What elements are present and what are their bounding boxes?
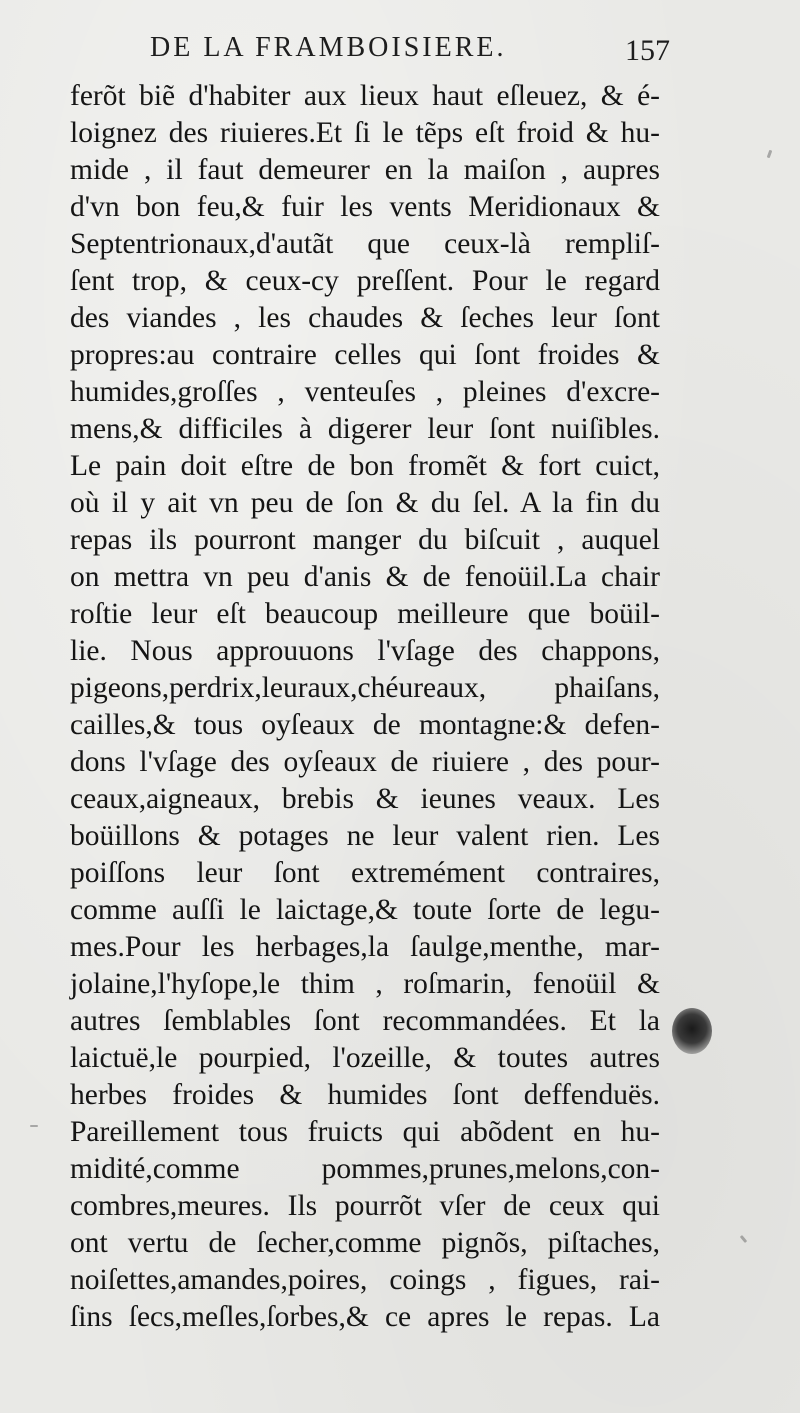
text-line: ont vertu de ſecher,comme pignõs, piſtaches, <box>70 1227 660 1259</box>
text-line: mens,& difficiles à digerer leur ſont nuiſibles. <box>70 413 660 445</box>
text-line: ſent trop, & ceux-cy preſſent. Pour le regard <box>70 265 660 297</box>
page-number: 157 <box>625 34 670 67</box>
text-line: midité,comme pommes,prunes,melons,con- <box>70 1153 660 1185</box>
page-header <box>150 30 670 70</box>
text-line: dons l'vſage des oyſeaux de riuiere , des pour- <box>70 746 660 778</box>
text-line: combres,meures. Ils pourrõt vſer de ceux qui <box>70 1190 660 1222</box>
text-line: autres ſemblables ſont recommandées. Et la <box>70 1005 660 1037</box>
text-line: noiſettes,amandes,poires, coings , figues, rai- <box>70 1264 660 1296</box>
text-line: Pareillement tous fruicts qui abõdent en hu- <box>70 1116 660 1148</box>
text-line: roſtie leur eſt beaucoup meilleure que boüil- <box>70 598 660 630</box>
text-line: repas ils pourront manger du biſcuit , auquel <box>70 524 660 556</box>
text-line: boüillons & potages ne leur valent rien. Les <box>70 820 660 852</box>
text-line: lie. Nous approuuons l'vſage des chappons, <box>70 635 660 667</box>
text-line: où il y ait vn peu de ſon & du ſel. A la fin du <box>70 487 660 519</box>
text-line: comme auſſi le laictage,& toute ſorte de legu- <box>70 894 660 926</box>
text-line: loignez des riuieres.Et ſi le tẽps eſt froid & hu- <box>70 117 660 149</box>
text-line: mes.Pour les herbages,la ſaulge,menthe, mar- <box>70 931 660 963</box>
text-line: propres:au contraire celles qui ſont froides & <box>70 339 660 371</box>
text-line: laictuë,le pourpied, l'ozeille, & toutes autres <box>70 1042 660 1074</box>
text-line: cailles,& tous oyſeaux de montagne:& defen- <box>70 709 660 741</box>
text-line: humides,groſſes , venteuſes , pleines d'excre- <box>70 376 660 408</box>
running-title: DE LA FRAMBOISIERE. <box>150 32 507 63</box>
text-line: ceaux,aigneaux, brebis & ieunes veaux. Les <box>70 783 660 815</box>
ink-stain <box>672 1008 712 1054</box>
text-line: ſins ſecs,meſles,ſorbes,& ce apres le repas. La <box>70 1301 660 1333</box>
body-text <box>70 78 660 1336</box>
paper-speck <box>740 1235 747 1243</box>
text-line: on mettra vn peu d'anis & de fenoüil.La chair <box>70 561 660 593</box>
text-line: herbes froides & humides ſont deffenduës. <box>70 1079 660 1111</box>
paper-speck <box>30 1125 38 1127</box>
text-line: Septentrionaux,d'autãt que ceux-là rempliſ- <box>70 228 660 260</box>
text-line: d'vn bon feu,& fuir les vents Meridionaux & <box>70 191 660 223</box>
text-line: ferõt biẽ d'habiter aux lieux haut eſleuez, & é- <box>70 80 660 112</box>
text-line: jolaine,l'hyſope,le thim , roſmarin, fenoüil & <box>70 968 660 1000</box>
text-line: Le pain doit eſtre de bon fromẽt & fort cuict, <box>70 450 660 482</box>
text-line: pigeons,perdrix,leuraux,chéureaux, phaiſans, <box>70 672 660 704</box>
text-line: mide , il faut demeurer en la maiſon , aupres <box>70 154 660 186</box>
text-line: des viandes , les chaudes & ſeches leur ſont <box>70 302 660 334</box>
text-line: poiſſons leur ſont extremément contraires, <box>70 857 660 889</box>
paper-speck <box>767 150 773 159</box>
